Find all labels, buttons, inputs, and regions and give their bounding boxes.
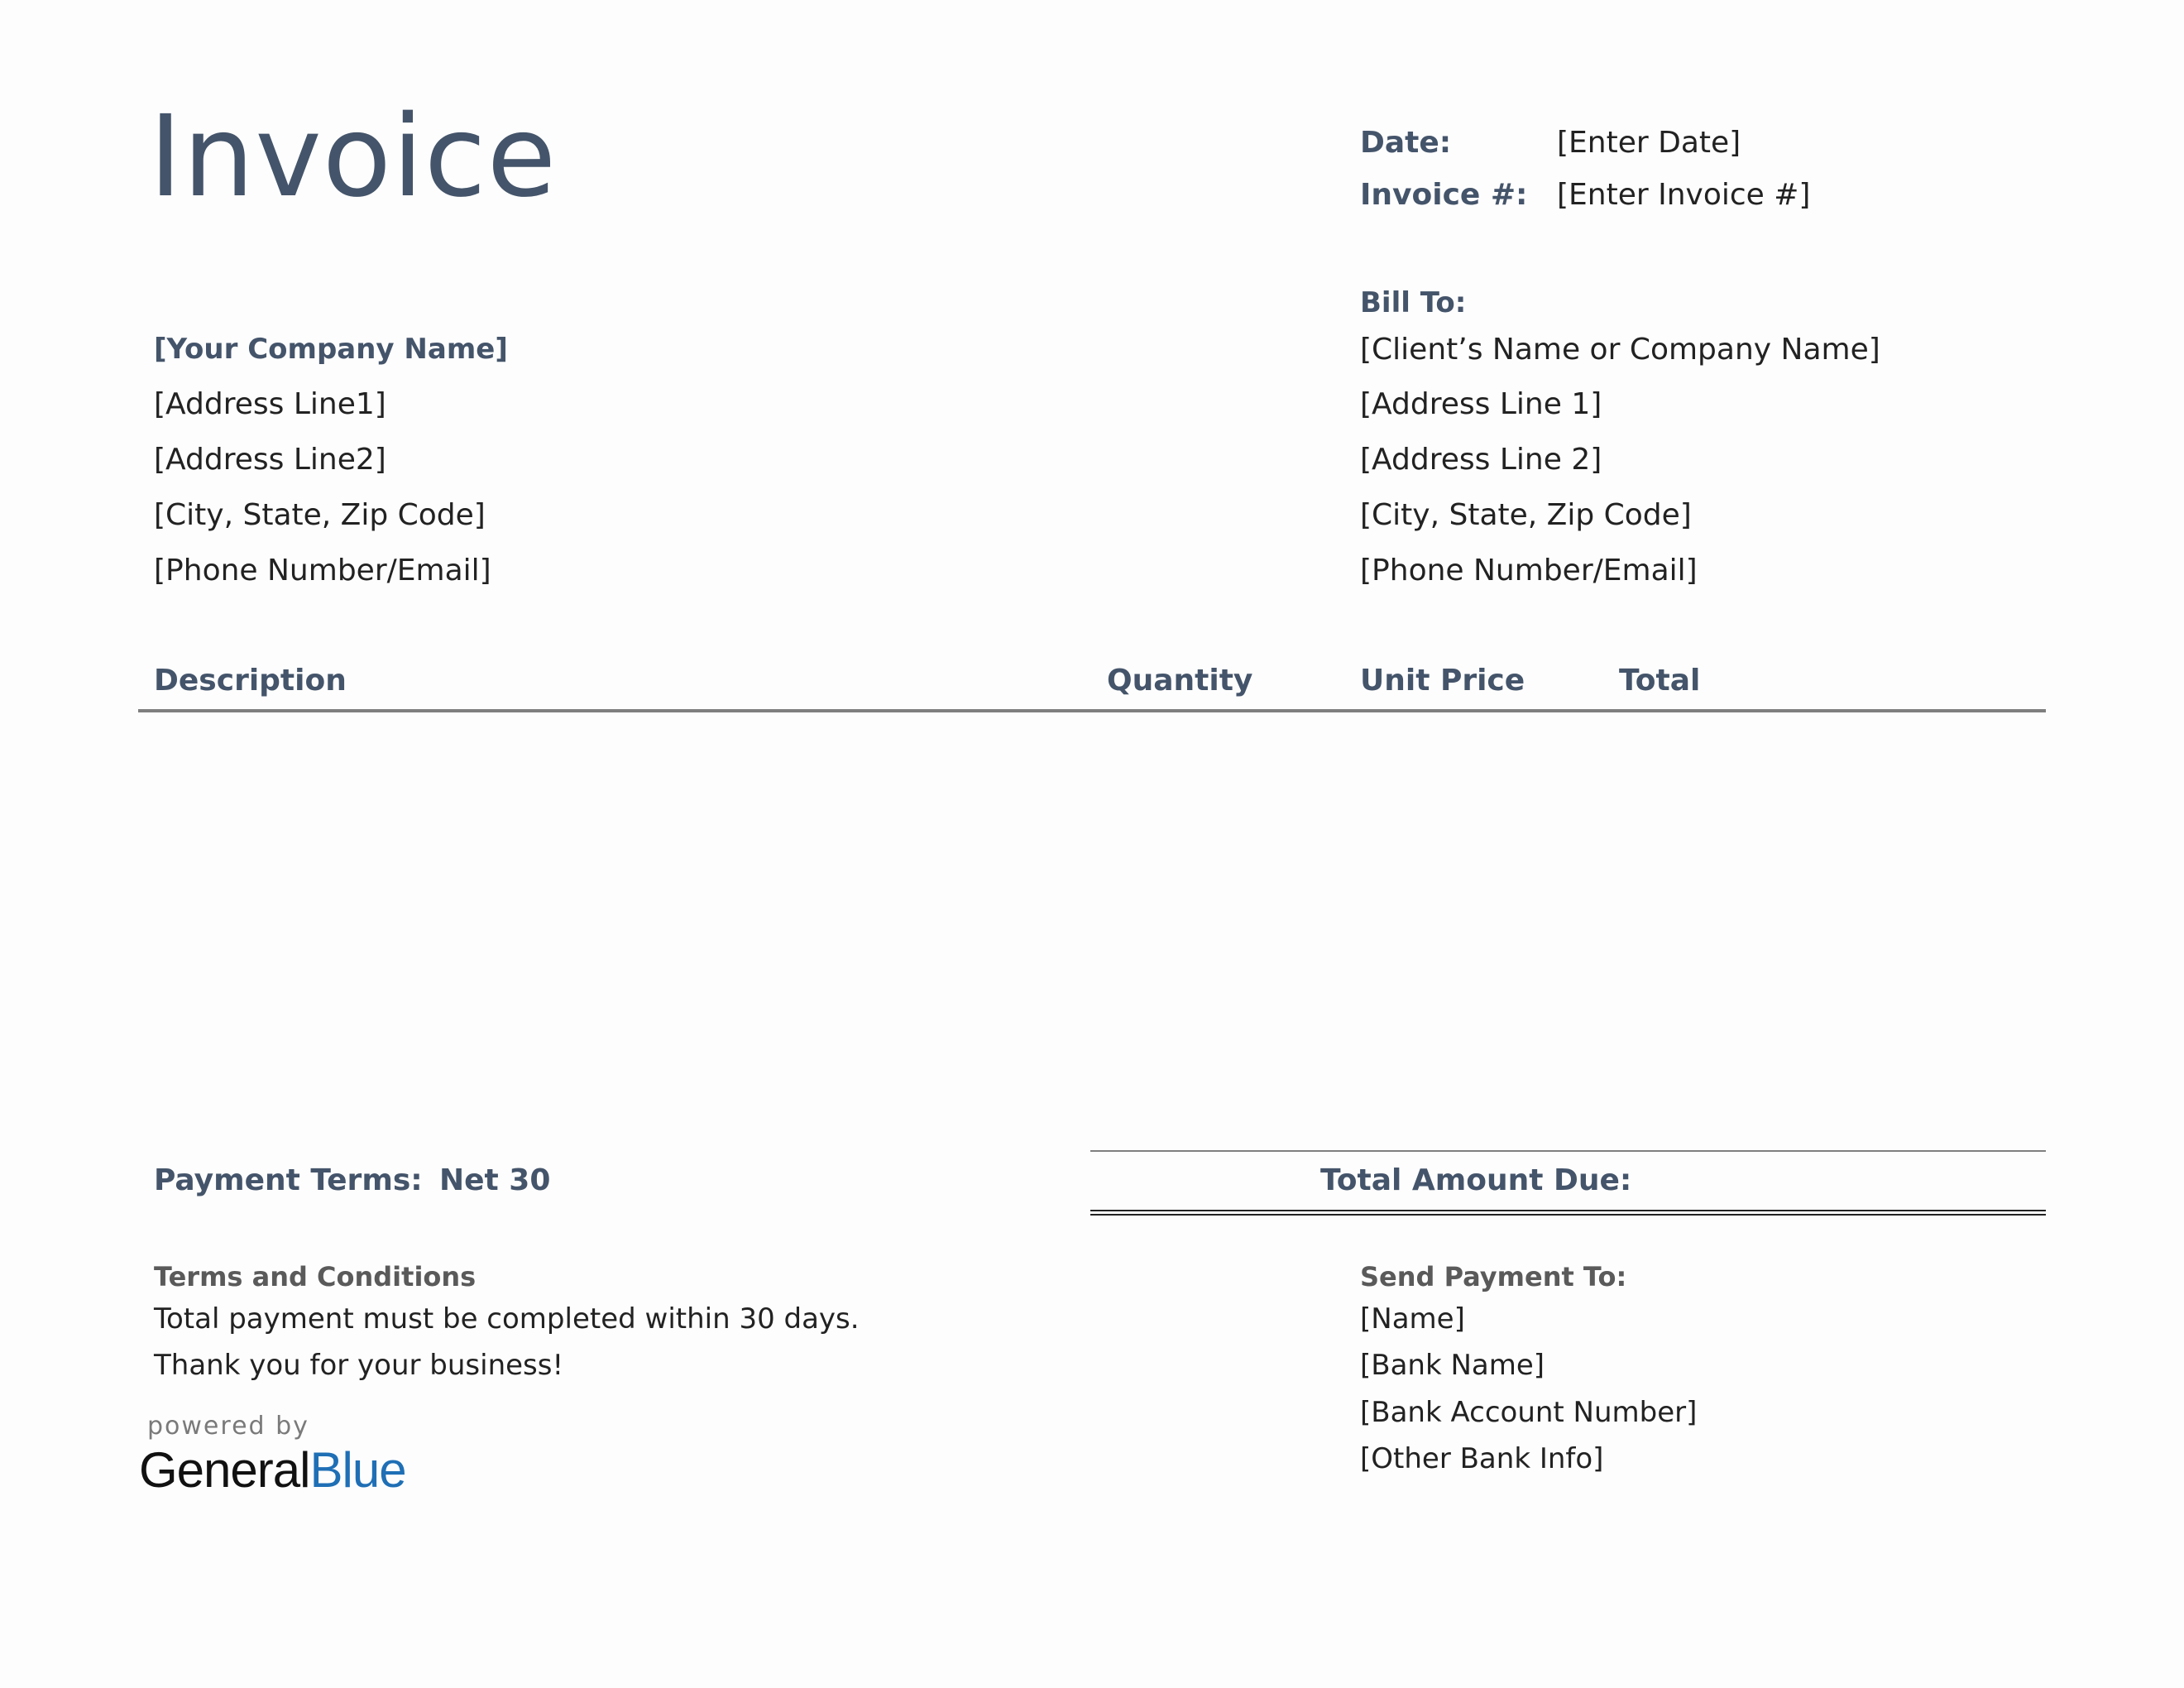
- company-contact[interactable]: [Phone Number/Email]: [154, 554, 491, 587]
- terms-line-1[interactable]: Total payment must be completed within 30 days.: [154, 1302, 860, 1336]
- bank-name[interactable]: [Bank Name]: [1360, 1349, 1545, 1382]
- company-name[interactable]: [Your Company Name]: [154, 333, 508, 366]
- table-header-rule: [138, 709, 2046, 712]
- payment-terms-label: Payment Terms:: [154, 1163, 423, 1197]
- column-header-total: Total: [1619, 664, 1701, 698]
- invoice-number-field[interactable]: [Enter Invoice #]: [1557, 178, 1811, 212]
- date-label: Date:: [1360, 126, 1452, 160]
- other-bank-info[interactable]: [Other Bank Info]: [1360, 1442, 1604, 1475]
- generalblue-logo[interactable]: [139, 1441, 406, 1499]
- total-top-rule: [1090, 1150, 2046, 1152]
- logo-general-text: General: [139, 1442, 310, 1498]
- total-amount-due-label: Total Amount Due:: [1320, 1163, 1632, 1197]
- bill-to-label: Bill To:: [1360, 286, 1467, 319]
- invoice-title: Invoice: [149, 92, 558, 223]
- company-address-line1[interactable]: [Address Line1]: [154, 387, 386, 421]
- bank-account-number[interactable]: [Bank Account Number]: [1360, 1396, 1698, 1429]
- send-payment-label: Send Payment To:: [1360, 1261, 1627, 1292]
- company-city-state-zip[interactable]: [City, State, Zip Code]: [154, 498, 486, 532]
- date-field[interactable]: [Enter Date]: [1557, 126, 1741, 160]
- payee-name[interactable]: [Name]: [1360, 1302, 1465, 1336]
- logo-blue-text: Blue: [309, 1442, 406, 1498]
- column-header-quantity: Quantity: [1107, 664, 1253, 698]
- invoice-number-label: Invoice #:: [1360, 178, 1528, 212]
- powered-by-text: powered by: [147, 1412, 309, 1441]
- client-address-line1[interactable]: [Address Line 1]: [1360, 387, 1602, 421]
- client-contact[interactable]: [Phone Number/Email]: [1360, 554, 1698, 587]
- terms-line-2[interactable]: Thank you for your business!: [154, 1349, 564, 1382]
- terms-title: Terms and Conditions: [154, 1261, 477, 1292]
- client-name[interactable]: [Client’s Name or Company Name]: [1360, 333, 1880, 367]
- company-address-line2[interactable]: [Address Line2]: [154, 443, 386, 477]
- payment-terms-value[interactable]: Net 30: [439, 1163, 551, 1197]
- client-address-line2[interactable]: [Address Line 2]: [1360, 443, 1602, 477]
- client-city-state-zip[interactable]: [City, State, Zip Code]: [1360, 498, 1692, 532]
- total-double-rule: [1090, 1210, 2046, 1216]
- column-header-description: Description: [154, 664, 347, 698]
- line-items-area[interactable]: [138, 716, 2046, 1129]
- column-header-unit-price: Unit Price: [1360, 664, 1525, 698]
